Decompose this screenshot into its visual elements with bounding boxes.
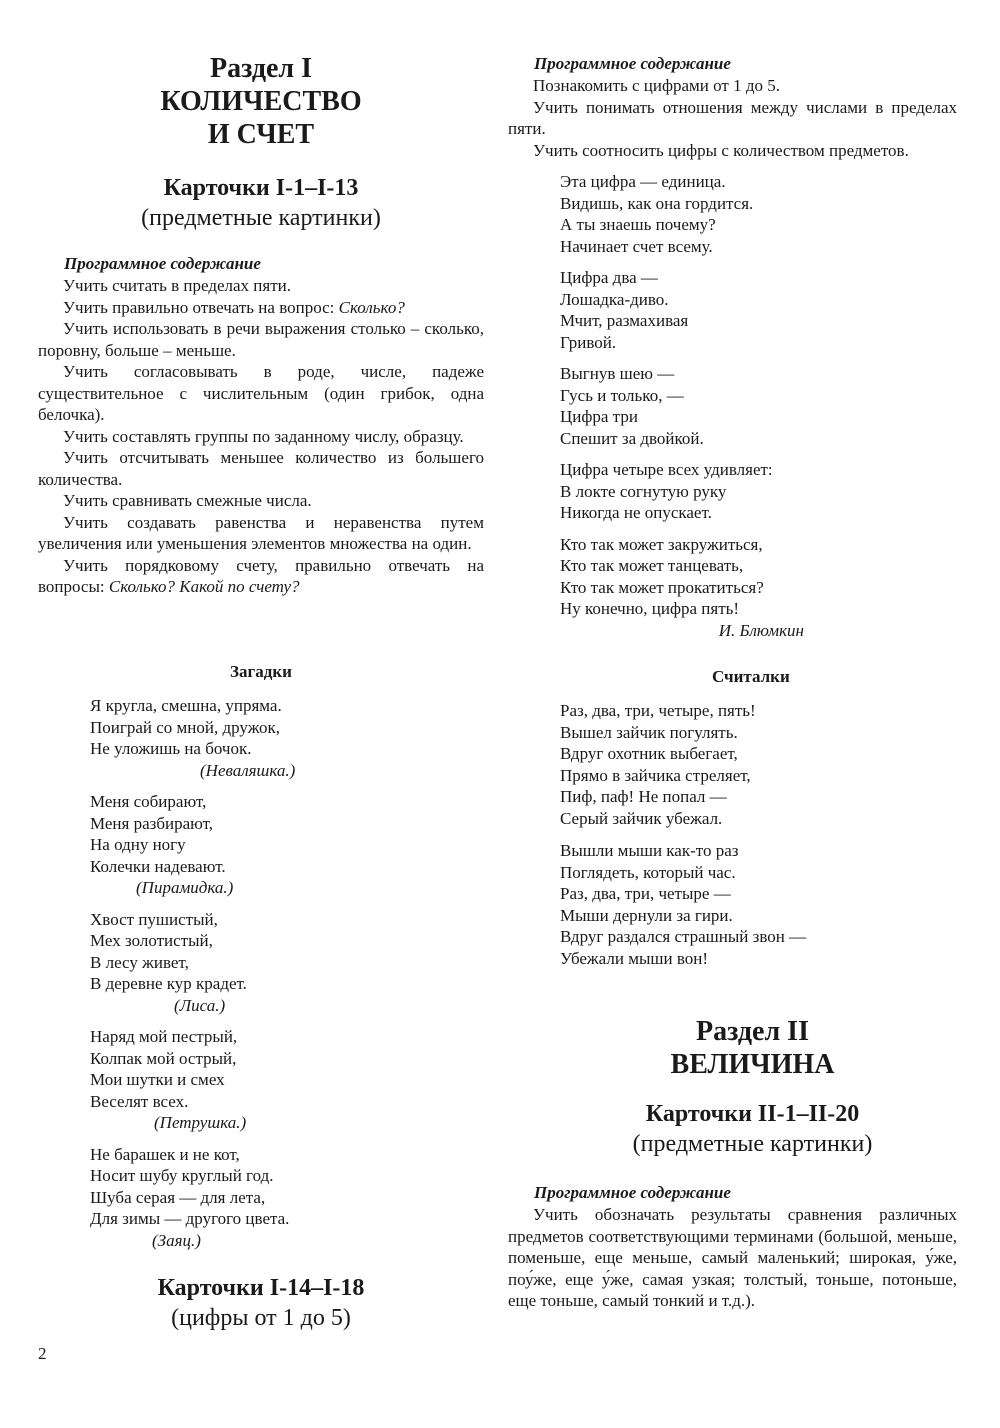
section2-cards-heading bbox=[508, 1099, 957, 1159]
verse-line: Поиграй со мной, дружок, bbox=[90, 717, 281, 737]
verse-line: Кто так может танцевать, bbox=[560, 556, 744, 575]
verse-line: Колечки надевают. bbox=[90, 856, 226, 876]
verse-line: Цифра три bbox=[560, 407, 638, 426]
cards2-title: Карточки I-14–I-18 bbox=[157, 1275, 365, 1301]
verse-line: Цифра два — bbox=[560, 268, 658, 287]
cards2-heading bbox=[38, 1273, 484, 1333]
number-poem-stanzas bbox=[508, 171, 957, 620]
page-number: 2 bbox=[38, 1344, 47, 1363]
verse-line: В деревне кур крадет. bbox=[90, 974, 247, 993]
verse-line: Хвост пушистый, bbox=[90, 909, 218, 929]
stanza bbox=[560, 267, 957, 353]
verse-line: Поглядеть, который час. bbox=[560, 862, 736, 882]
verse-line: Пиф, паф! Не попал — bbox=[560, 787, 727, 806]
verse-line: Веселят всех. bbox=[90, 1091, 189, 1111]
verse-line: Серый зайчик убежал. bbox=[560, 808, 723, 828]
riddle-answer: (Заяц.) bbox=[152, 1230, 201, 1250]
verse-line: На одну ногу bbox=[90, 835, 186, 854]
program-label: Программное содержание bbox=[64, 254, 261, 273]
program-paragraph: Учить сравнивать смежные числа. bbox=[63, 491, 312, 510]
section2-program bbox=[508, 1182, 957, 1312]
stanza bbox=[560, 840, 957, 969]
counting-rhymes-stanzas bbox=[508, 700, 957, 969]
program-paragraph: Учить создавать равенства и неравенства путем увеличения или уменьшения элементов множества на один. bbox=[38, 512, 484, 553]
verse-line: В лесу живет, bbox=[90, 952, 189, 972]
counting-rhymes bbox=[508, 666, 957, 969]
section2-title: Раздел II bbox=[696, 1016, 809, 1047]
italic-question: Сколько? bbox=[338, 297, 405, 317]
verse-line: Гривой. bbox=[560, 332, 617, 352]
verse-line: Я кругла, смешна, упряма. bbox=[90, 696, 282, 715]
verse-line: Мех золотистый, bbox=[90, 931, 213, 950]
verse-line: Вдруг охотник выбегает, bbox=[560, 744, 738, 763]
number-poem bbox=[508, 171, 957, 641]
verse-line: Не барашек и не кот, bbox=[90, 1144, 240, 1164]
stanza bbox=[560, 700, 957, 829]
verse-line: Никогда не опускает. bbox=[560, 503, 712, 522]
section2-cards-note: (предметные картинки) bbox=[632, 1131, 873, 1157]
section1-program bbox=[38, 253, 484, 598]
verse-line: Мыши дернули за гири. bbox=[560, 905, 733, 925]
verse-line: Не уложишь на бочок. bbox=[90, 739, 252, 758]
program-paragraph: Учить понимать отношения между числами в пределах пяти. bbox=[508, 97, 957, 138]
stanza bbox=[560, 534, 957, 620]
riddle-answer: (Неваляшка.) bbox=[200, 760, 296, 780]
section2-heading bbox=[508, 1015, 957, 1081]
verse-line: Лошадка-диво. bbox=[560, 289, 669, 309]
stanza bbox=[560, 459, 957, 524]
riddle bbox=[90, 791, 484, 899]
verse-line: А ты знаешь почему? bbox=[560, 215, 716, 234]
verse-line: Выгнув шею — bbox=[560, 364, 675, 383]
verse-line: Начинает счет всему. bbox=[560, 236, 713, 256]
riddle bbox=[90, 1026, 484, 1134]
section1-subtitle-line1: КОЛИЧЕСТВО bbox=[160, 86, 362, 117]
verse-line: Прямо в зайчика стреляет, bbox=[560, 765, 751, 785]
verse-line: Раз, два, три, четыре, пять! bbox=[560, 701, 756, 720]
riddles-block bbox=[38, 661, 484, 1251]
cards2-program bbox=[508, 53, 957, 161]
program-paragraph: Учить отсчитывать меньшее количество из большего количества. bbox=[38, 448, 484, 489]
verse-line: Вдруг раздался страшный звон — bbox=[560, 927, 807, 946]
verse-line: Колпак мой острый, bbox=[90, 1048, 237, 1068]
verse-line: Ну конечно, цифра пять! bbox=[560, 599, 740, 618]
verse-line: Наряд мой пестрый, bbox=[90, 1027, 238, 1046]
verse-line: Видишь, как она гордится. bbox=[560, 193, 754, 213]
stanza bbox=[560, 171, 957, 257]
riddle-answer: (Лиса.) bbox=[174, 995, 226, 1015]
verse-line: В локте согнутую руку bbox=[560, 481, 727, 501]
program-paragraphs bbox=[508, 75, 957, 161]
program-paragraph: Учить соотносить цифры с количеством предметов. bbox=[533, 140, 909, 160]
verse-line: Носит шубу круглый год. bbox=[90, 1166, 274, 1185]
program-paragraph: Учить правильно отвечать на вопрос: Сколько? bbox=[63, 297, 405, 317]
verse-line: Меня разбирают, bbox=[90, 813, 214, 833]
verse-line: Гусь и только, — bbox=[560, 385, 684, 405]
riddle-answer: (Пирамидка.) bbox=[136, 878, 234, 897]
verse-line: Вышел зайчик погулять. bbox=[560, 722, 738, 742]
program-paragraph: Учить порядковому счету, правильно отвечать на вопросы: Сколько? Какой по счету? bbox=[38, 555, 484, 596]
counting-rhymes-title: Считалки bbox=[712, 667, 790, 686]
poem-author: И. Блюмкин bbox=[718, 620, 804, 640]
verse-line: Кто так может закружиться, bbox=[560, 534, 763, 554]
riddle bbox=[90, 1144, 484, 1252]
verse-line: Убежали мыши вон! bbox=[560, 948, 708, 968]
riddle-answer: (Петрушка.) bbox=[154, 1113, 247, 1132]
program-paragraphs bbox=[38, 275, 484, 598]
cards2-note: (цифры от 1 до 5) bbox=[171, 1305, 351, 1331]
verse-line: Шуба серая — для лета, bbox=[90, 1187, 266, 1207]
section1-heading bbox=[38, 52, 484, 151]
riddle bbox=[90, 909, 484, 1017]
riddle bbox=[90, 695, 484, 781]
riddles-title: Загадки bbox=[230, 662, 292, 681]
riddles-list bbox=[38, 695, 484, 1251]
section1-subtitle-line2: И СЧЕТ bbox=[207, 119, 315, 150]
program-paragraph: Учить использовать в речи выражения столько – сколько, поровну, больше – меньше. bbox=[38, 319, 484, 360]
verse-line: Вышли мыши как-то раз bbox=[560, 841, 739, 860]
program-label: Программное содержание bbox=[534, 54, 731, 73]
italic-question: Сколько? Какой по счету? bbox=[108, 577, 300, 596]
verse-line: Спешит за двойкой. bbox=[560, 428, 704, 448]
verse-line: Мои шутки и смех bbox=[90, 1070, 225, 1089]
stanza bbox=[560, 363, 957, 449]
verse-line: Раз, два, три, четыре — bbox=[560, 884, 731, 903]
section2-cards-title: Карточки II-1–II-20 bbox=[645, 1101, 860, 1127]
program-paragraph: Учить обозначать результаты сравнения различных предметов соответствующими терминами (большой, меньше, поменьше, еще меньше, самый маленький; широкая, у́же, поу́же, еще у́же, самая узкая; толстый, тоньше, потоньше, еще тоньше, самый тонкий и т.д.). bbox=[508, 1205, 957, 1310]
verse-line: Мчит, размахивая bbox=[560, 311, 689, 330]
verse-line: Для зимы — другого цвета. bbox=[90, 1209, 290, 1228]
verse-line: Цифра четыре всех удивляет: bbox=[560, 460, 773, 479]
program-paragraph: Учить составлять группы по заданному числу, образцу. bbox=[63, 426, 464, 446]
program-paragraphs bbox=[508, 1204, 957, 1312]
section1-cards-heading bbox=[38, 173, 484, 233]
verse-line: Кто так может прокатиться? bbox=[560, 577, 764, 597]
program-paragraph: Учить считать в пределах пяти. bbox=[63, 276, 292, 295]
program-paragraph: Познакомить с цифрами от 1 до 5. bbox=[533, 76, 781, 95]
program-label: Программное содержание bbox=[534, 1183, 731, 1202]
verse-line: Меня собирают, bbox=[90, 792, 207, 811]
section1-cards-note: (предметные картинки) bbox=[141, 205, 381, 231]
section1-title: Раздел I bbox=[209, 53, 313, 84]
section2-subtitle: ВЕЛИЧИНА bbox=[670, 1049, 835, 1080]
verse-line: Эта цифра — единица. bbox=[560, 172, 726, 191]
program-paragraph: Учить согласовывать в роде, числе, падеже существительное с числительным (один грибок, одна белочка). bbox=[38, 362, 484, 424]
section1-cards-title: Карточки I-1–I-13 bbox=[163, 175, 359, 201]
